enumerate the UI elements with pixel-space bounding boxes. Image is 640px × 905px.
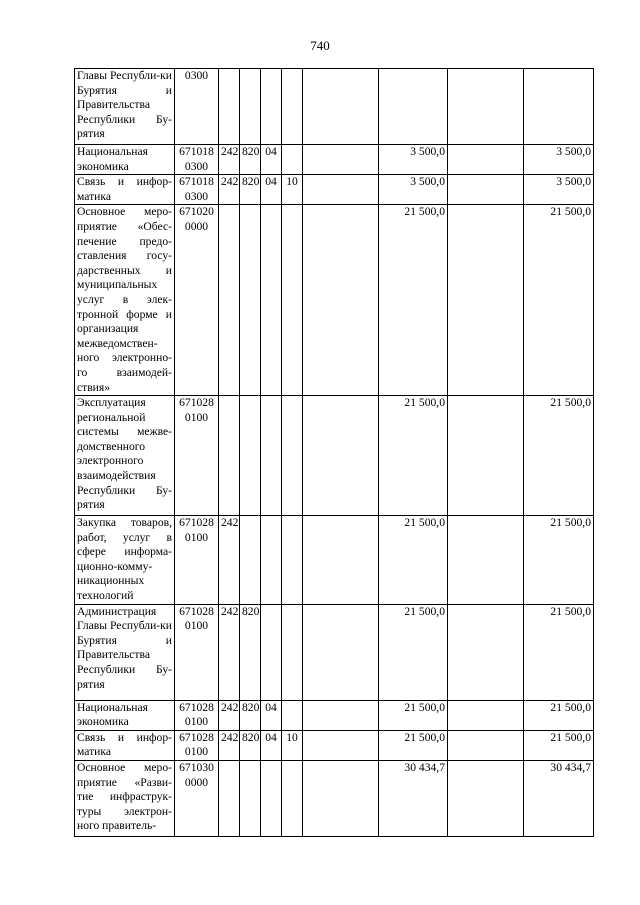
grbs-code-cell: 820 — [240, 175, 261, 205]
subsection-code-cell — [282, 761, 303, 837]
amount-cell-1: 21 500,0 — [379, 205, 448, 396]
kvr-code-cell — [219, 396, 240, 516]
target-code-cell: 0300 — [175, 69, 219, 145]
table-row — [75, 604, 594, 700]
subsection-code-cell — [282, 205, 303, 396]
grbs-code-cell: 820 — [240, 700, 261, 730]
row-name-cell: Закупка товаров, работ, услуг в сфере информа-ционно-комму-никационных технологий — [75, 516, 175, 605]
empty-cell — [448, 205, 524, 396]
empty-cell — [448, 730, 524, 760]
empty-cell — [448, 700, 524, 730]
table-row — [75, 700, 594, 730]
target-code-cell: 671028 0100 — [175, 730, 219, 760]
amount-cell-2: 30 434,7 — [524, 761, 594, 837]
amount-cell-1: 21 500,0 — [379, 516, 448, 605]
kvr-code-cell — [219, 761, 240, 837]
budget-table — [74, 68, 594, 837]
empty-cell — [303, 145, 379, 175]
section-code-cell: 04 — [261, 145, 282, 175]
empty-cell — [303, 761, 379, 837]
empty-cell — [303, 175, 379, 205]
table-row — [75, 516, 594, 605]
section-code-cell: 04 — [261, 730, 282, 760]
empty-cell — [303, 700, 379, 730]
kvr-code-cell: 242 — [219, 700, 240, 730]
table-row — [75, 396, 594, 516]
target-code-cell: 671028 0100 — [175, 604, 219, 700]
grbs-code-cell — [240, 396, 261, 516]
empty-cell — [448, 516, 524, 605]
row-name-cell: Связь и инфор-матика — [75, 175, 175, 205]
row-name-cell: Администрация Главы Республи-ки Бурятия и Правительства Республики Бу-рятия — [75, 604, 175, 700]
empty-cell — [448, 145, 524, 175]
kvr-code-cell: 242 — [219, 145, 240, 175]
table-row — [75, 145, 594, 175]
grbs-code-cell — [240, 516, 261, 605]
table-row — [75, 175, 594, 205]
section-code-cell: 04 — [261, 175, 282, 205]
amount-cell-2: 21 500,0 — [524, 205, 594, 396]
amount-cell-2: 21 500,0 — [524, 730, 594, 760]
amount-cell-2 — [524, 69, 594, 145]
page-number: 740 — [310, 38, 330, 53]
grbs-code-cell: 820 — [240, 730, 261, 760]
target-code-cell: 671018 0300 — [175, 145, 219, 175]
amount-cell-1: 21 500,0 — [379, 730, 448, 760]
table-row — [75, 205, 594, 396]
empty-cell — [448, 175, 524, 205]
amount-cell-1: 21 500,0 — [379, 700, 448, 730]
kvr-code-cell: 242 — [219, 516, 240, 605]
grbs-code-cell — [240, 205, 261, 396]
empty-cell — [448, 69, 524, 145]
row-name-cell: Главы Республи-ки Бурятия и Правительства Республики Бу-рятия — [75, 69, 175, 145]
empty-cell — [303, 69, 379, 145]
target-code-cell: 671018 0300 — [175, 175, 219, 205]
subsection-code-cell — [282, 604, 303, 700]
section-code-cell — [261, 516, 282, 605]
target-code-cell: 671028 0100 — [175, 396, 219, 516]
row-name-cell: Эксплуатация региональной системы межве-домственного электронного взаимодействия Республики Бу-рятия — [75, 396, 175, 516]
amount-cell-2: 21 500,0 — [524, 516, 594, 605]
subsection-code-cell — [282, 396, 303, 516]
row-name-cell: Основное меро-приятие «Разви-тие инфраструк-туры электрон-ного правитель- — [75, 761, 175, 837]
empty-cell — [303, 205, 379, 396]
row-name-cell: Связь и инфор-матика — [75, 730, 175, 760]
amount-cell-1 — [379, 69, 448, 145]
row-name-cell: Национальная экономика — [75, 145, 175, 175]
table-row — [75, 69, 594, 145]
grbs-code-cell — [240, 761, 261, 837]
row-name-cell: Основное меро-приятие «Обес-печение предо-ставления госу-дарственных и муниципальных услуг в элек-тронной форме и организация межведомствен-ного электронно-го взаимодей-ствия» — [75, 205, 175, 396]
empty-cell — [448, 604, 524, 700]
kvr-code-cell: 242 — [219, 604, 240, 700]
section-code-cell — [261, 604, 282, 700]
amount-cell-2: 3 500,0 — [524, 175, 594, 205]
grbs-code-cell — [240, 69, 261, 145]
amount-cell-2: 21 500,0 — [524, 700, 594, 730]
amount-cell-1: 30 434,7 — [379, 761, 448, 837]
section-code-cell — [261, 396, 282, 516]
section-code-cell — [261, 205, 282, 396]
table-row — [75, 761, 594, 837]
amount-cell-2: 21 500,0 — [524, 396, 594, 516]
target-code-cell: 671020 0000 — [175, 205, 219, 396]
subsection-code-cell — [282, 516, 303, 605]
amount-cell-2: 21 500,0 — [524, 604, 594, 700]
empty-cell — [448, 761, 524, 837]
subsection-code-cell — [282, 700, 303, 730]
amount-cell-1: 21 500,0 — [379, 396, 448, 516]
target-code-cell: 671030 0000 — [175, 761, 219, 837]
empty-cell — [303, 730, 379, 760]
section-code-cell — [261, 761, 282, 837]
subsection-code-cell — [282, 145, 303, 175]
kvr-code-cell: 242 — [219, 175, 240, 205]
amount-cell-2: 3 500,0 — [524, 145, 594, 175]
target-code-cell: 671028 0100 — [175, 516, 219, 605]
section-code-cell — [261, 69, 282, 145]
row-name-cell: Национальная экономика — [75, 700, 175, 730]
empty-cell — [303, 604, 379, 700]
amount-cell-1: 3 500,0 — [379, 145, 448, 175]
grbs-code-cell: 820 — [240, 145, 261, 175]
kvr-code-cell — [219, 205, 240, 396]
kvr-code-cell — [219, 69, 240, 145]
grbs-code-cell: 820 — [240, 604, 261, 700]
subsection-code-cell: 10 — [282, 730, 303, 760]
target-code-cell: 671028 0100 — [175, 700, 219, 730]
table-row — [75, 730, 594, 760]
empty-cell — [303, 396, 379, 516]
section-code-cell: 04 — [261, 700, 282, 730]
amount-cell-1: 21 500,0 — [379, 604, 448, 700]
kvr-code-cell: 242 — [219, 730, 240, 760]
subsection-code-cell: 10 — [282, 175, 303, 205]
subsection-code-cell — [282, 69, 303, 145]
empty-cell — [448, 396, 524, 516]
empty-cell — [303, 516, 379, 605]
amount-cell-1: 3 500,0 — [379, 175, 448, 205]
